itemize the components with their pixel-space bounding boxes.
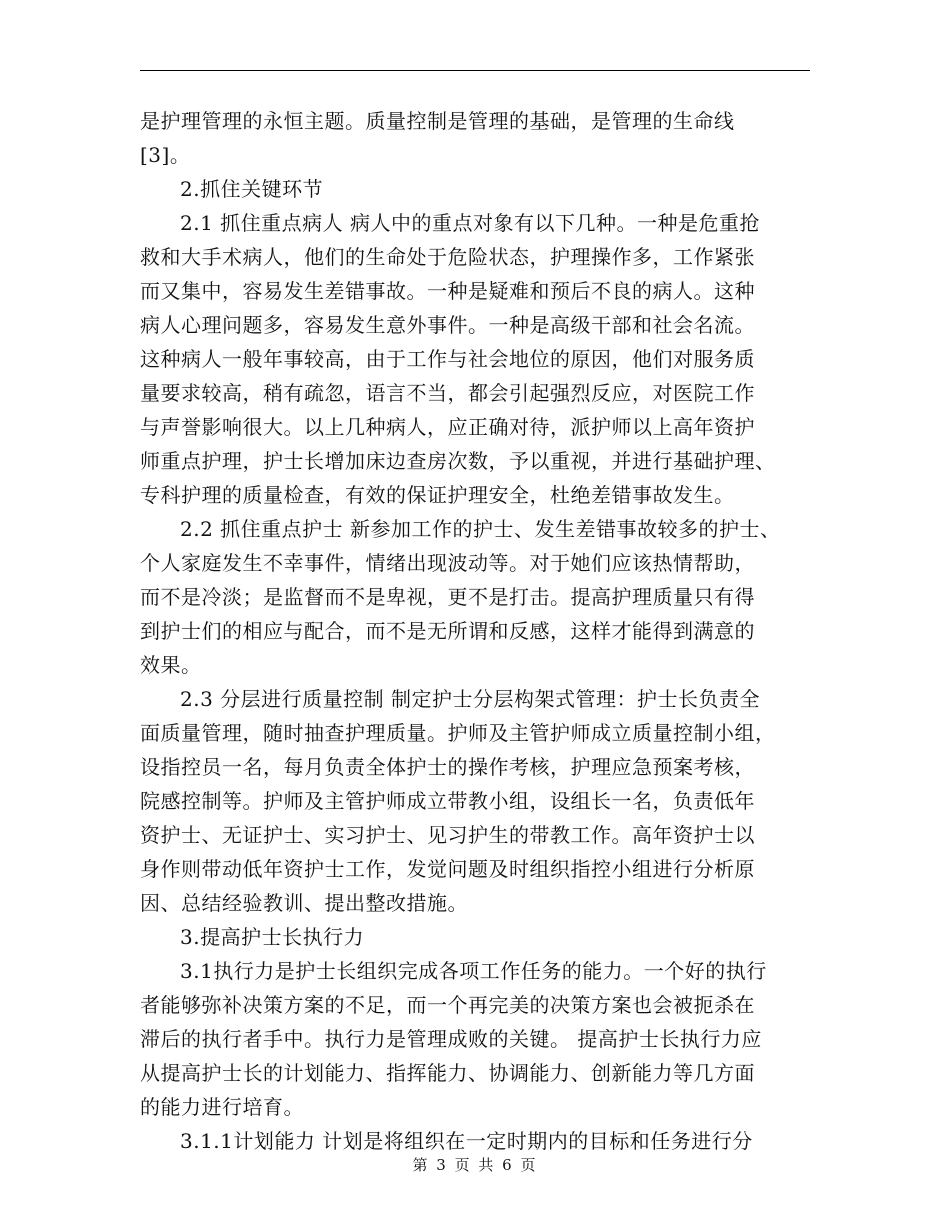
text-line: 3.1.1计划能力 计划是将组织在一定时期内的目标和任务进行分 [180,1129,753,1153]
text-line: 资护士、无证护士、实习护士、见习护生的带教工作。高年资护士以 [140,823,755,847]
text-line: 病人心理问题多，容易发生意外事件。一种是高级干部和社会名流。 [140,313,755,337]
text-line: 量要求较高，稍有疏忽，语言不当，都会引起强烈反应，对医院工作 [140,381,755,405]
text-line: 而又集中，容易发生差错事故。一种是疑难和预后不良的病人。这种 [140,279,755,303]
text-line: 2.1 抓住重点病人 病人中的重点对象有以下几种。一种是危重抢 [180,211,761,235]
text-line: 院感控制等。护师及主管护师成立带教小组，设组长一名，负责低年 [140,789,755,813]
text-line: 个人家庭发生不幸事件，情绪出现波动等。对于她们应该热情帮助， [140,551,755,575]
text-line: 是护理管理的永恒主题。质量控制是管理的基础，是管理的生命线 [140,109,735,133]
text-line: 面质量管理，随时抽查护理质量。护师及主管护师成立质量控制小组， [140,721,776,745]
text-line: 专科护理的质量检查，有效的保证护理安全，杜绝差错事故发生。 [140,483,735,507]
text-line: 这种病人一般年事较高，由于工作与社会地位的原因，他们对服务质 [140,347,755,371]
text-line: 的能力进行培育。 [140,1095,304,1119]
text-line: 与声誉影响很大。以上几种病人，应正确对待，派护师以上高年资护 [140,415,755,439]
text-line: 3.1执行力是护士长组织完成各项工作任务的能力。一个好的执行 [180,959,767,983]
text-line: 者能够弥补决策方案的不足，而一个再完美的决策方案也会被扼杀在 [140,993,755,1017]
text-line: 从提高护士长的计划能力、指挥能力、协调能力、创新能力等几方面 [140,1061,755,1085]
text-line: 滞后的执行者手中。执行力是管理成败的关键。 提高护士长执行力应 [140,1027,762,1051]
text-line: 2.2 抓住重点护士 新参加工作的护士、发生差错事故较多的护士、 [180,517,781,541]
header-rule [140,70,810,71]
text-line: 设指控员一名，每月负责全体护士的操作考核，护理应急预案考核， [140,755,755,779]
text-line: 师重点护理，护士长增加床边查房次数，予以重视，并进行基础护理、 [140,449,776,473]
text-line: 2.3 分层进行质量控制 制定护士分层构架式管理：护士长负责全 [180,687,761,711]
text-line: 身作则带动低年资护士工作，发觉问题及时组织指控小组进行分析原 [140,857,755,881]
text-line: 救和大手术病人，他们的生命处于危险状态，护理操作多，工作紧张 [140,245,755,269]
text-line: [3]。 [140,143,191,167]
section-heading: 3.提高护士长执行力 [180,925,365,949]
text-line: 到护士们的相应与配合，而不是无所谓和反感，这样才能得到满意的 [140,619,755,643]
text-line: 因、总结经验教训、提出整改措施。 [140,891,468,915]
text-line: 而不是冷淡；是监督而不是卑视，更不是打击。提高护理质量只有得 [140,585,755,609]
text-line: 效果。 [140,653,202,677]
page-footer: 第 3 页 共 6 页 [412,1156,538,1174]
section-heading: 2.抓住关键环节 [180,177,324,201]
